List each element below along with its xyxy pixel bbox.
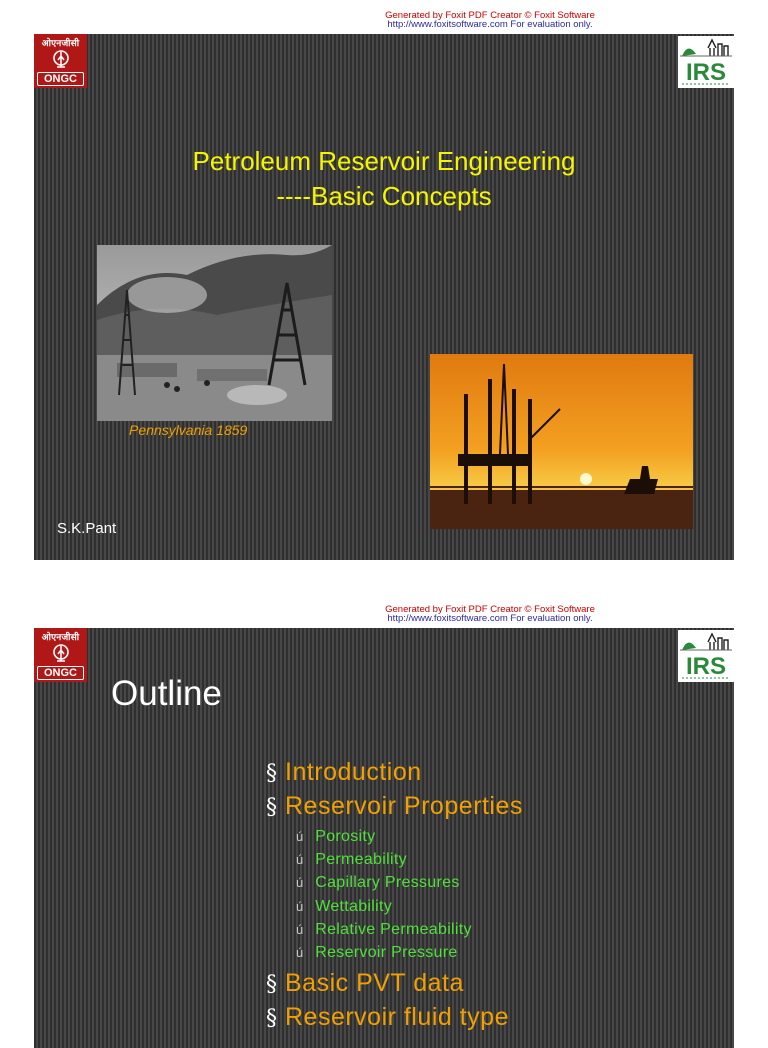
irs-text: IRS [685,653,727,680]
section-bullet-icon: § [266,1006,277,1032]
watermark-line-1: Generated by Foxit PDF Creator © Foxit Software [385,10,595,21]
sub-item-capillary-pressures [266,871,726,894]
ongc-emblem-icon [50,50,72,68]
ongc-logo [34,628,87,682]
sub-item-label: Capillary Pressures [315,874,460,892]
reservoir-properties-sublist [266,825,726,964]
outline-item-label: Reservoir fluid type [285,1003,509,1032]
irs-logo [678,36,734,88]
title-line-2: ----Basic Concepts [276,181,492,211]
foxit-watermark-2 [340,605,640,623]
sub-item-label: Reservoir Pressure [315,943,458,961]
sub-item-reservoir-pressure [266,941,726,964]
outline-item-introduction [266,755,726,789]
author-name: S.K.Pant [57,520,117,537]
sub-item-wettability [266,895,726,918]
sub-item-relative-permeability [266,918,726,941]
slide-outline [34,628,734,1048]
title-line-1: Petroleum Reservoir Engineering [192,146,576,176]
sub-item-label: Porosity [315,828,376,845]
outline-item-label: Basic PVT data [285,969,464,998]
watermark-line-2: http://www.foxitsoftware.com For evaluation only. [387,19,593,30]
sub-item-label: Relative Permeability [315,920,472,938]
foxit-watermark [340,11,640,29]
irs-emblem-icon [678,36,734,88]
photo-caption: Pennsylvania 1859 [129,422,248,438]
sub-item-label: Wettability [315,897,393,915]
outline-item-reservoir-fluid-type [266,1000,726,1034]
ongc-name: ONGC [37,666,84,680]
ongc-hindi-text: ओएनजीसी [41,633,80,643]
outline-item-label: Reservoir Properties [285,792,523,820]
sub-bullet-icon: ú [296,852,304,868]
sub-bullet-icon: ú [296,921,304,937]
offshore-rig-sunset-photo [430,354,693,529]
irs-logo [678,630,734,682]
sub-bullet-icon: ú [296,898,304,914]
outline-list [266,755,726,1034]
irs-text: IRS [685,59,727,86]
presentation-title [34,144,734,214]
ongc-logo [34,34,87,88]
sub-item-permeability [266,848,726,871]
section-bullet-icon: § [266,795,277,820]
ongc-emblem-icon [50,644,72,662]
ongc-hindi-text: ओएनजीसी [41,39,80,49]
sub-item-porosity [266,825,726,848]
outline-item-basic-pvt-data [266,966,726,1000]
outline-heading: Outline [111,674,222,713]
slide-title [34,34,734,560]
sub-bullet-icon: ú [296,875,304,891]
outline-item-reservoir-properties [266,789,726,823]
section-bullet-icon: § [266,972,277,998]
sub-bullet-icon: ú [296,829,304,844]
ongc-name: ONGC [37,72,84,86]
outline-item-label: Introduction [285,758,422,786]
sub-bullet-icon: ú [296,944,304,960]
section-bullet-icon: § [266,761,277,786]
pennsylvania-1859-photo [97,245,332,421]
watermark-line-1: Generated by Foxit PDF Creator © Foxit Software [385,604,595,615]
irs-emblem-icon [678,630,734,682]
watermark-line-2: http://www.foxitsoftware.com For evaluation only. [387,613,593,624]
sub-item-label: Permeability [315,851,407,869]
